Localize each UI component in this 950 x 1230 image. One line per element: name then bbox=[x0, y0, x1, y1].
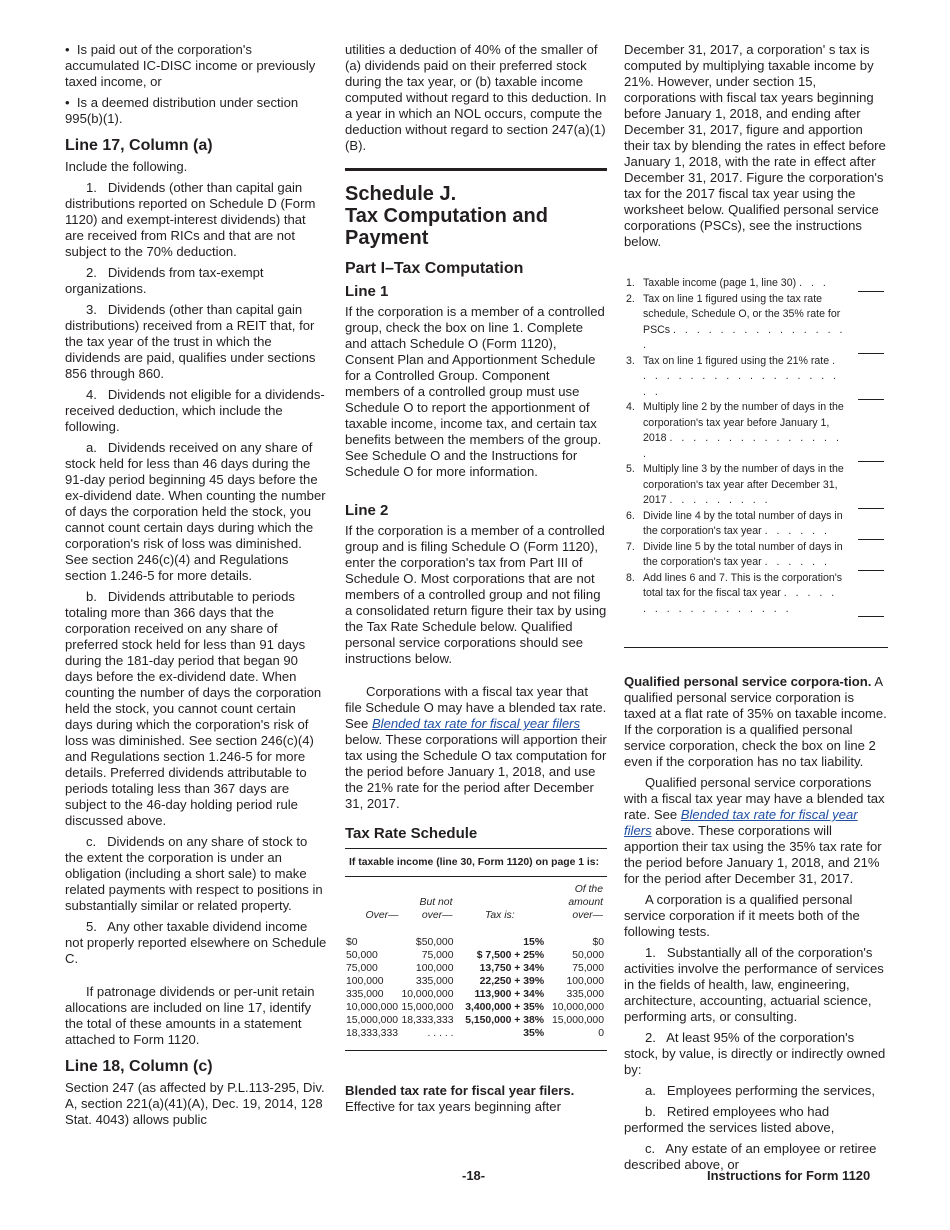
column-3 bbox=[624, 42, 888, 1178]
tax-rate-schedule-table bbox=[345, 848, 607, 1051]
table-row bbox=[345, 975, 605, 988]
worksheet-leader-dots: . . . bbox=[799, 277, 829, 289]
table-cell: $ 7,500 + 25% bbox=[476, 950, 545, 961]
worksheet-line-text bbox=[643, 354, 849, 401]
table-cell: 5,150,000 + 38% bbox=[465, 1015, 545, 1026]
list-item: c. Dividends on any share of stock to the extent the corporation is under an obligation (including a short sale) to make related payments with respect to positions in substantially similar or related property. bbox=[65, 834, 323, 913]
table-cell: 50,000 bbox=[572, 950, 604, 961]
table-cell: 75,000 bbox=[572, 963, 604, 974]
worksheet-row bbox=[624, 292, 888, 354]
list-item: 1. Dividends (other than capital gain distributions reported on Schedule D (Form 1120) and exempt-interest dividends) that are received from RICs and that are not subject to the 70% deduction. bbox=[65, 180, 316, 259]
worksheet-row bbox=[624, 540, 888, 571]
table-cell: $50,000 bbox=[415, 937, 454, 948]
patronage-paragraph: If patronage dividends or per-unit retain allocations are included on line 17, identify the total of these amounts in a statement attached to Form 1120. bbox=[65, 984, 315, 1047]
worksheet-line-number: 6. bbox=[626, 509, 635, 522]
table-cell: 335,000 bbox=[346, 989, 384, 1000]
worksheet-line-text bbox=[643, 462, 849, 509]
list-item: 3. Dividends (other than capital gain distributions) received from a REIT that, for the tax year of the trust in which the dividends are paid, qualifies under sections 856 through 860. bbox=[65, 302, 316, 381]
column-1 bbox=[65, 42, 327, 1133]
line1-heading: Line 1 bbox=[345, 283, 389, 300]
table-cell: 15% bbox=[523, 937, 545, 948]
column-header: Tax is: bbox=[484, 910, 515, 921]
worksheet-row bbox=[624, 400, 888, 462]
worksheet-line-number: 4. bbox=[626, 401, 635, 413]
continued-paragraph: utilities a deduction of 40% of the smaller of (a) dividends paid on their preferred stock during the tax year, or (b) taxable income computed without regard to this deduction. In a year in which an NOL occurs, compute the deduction without regard to section 247(a)(1)(B). bbox=[345, 42, 607, 153]
blended-heading: Blended tax rate for fiscal year filers. bbox=[345, 1083, 575, 1098]
table-row bbox=[345, 1027, 605, 1050]
list-item: 5. Any other taxable dividend income not properly reported elsewhere on Schedule C. bbox=[65, 919, 327, 966]
worksheet-line-number: 2. bbox=[626, 292, 635, 305]
continued-paragraph: December 31, 2017, a corporation' s tax is computed by multiplying taxable income by 21%. However, under section 15, corporations with fiscal tax years beginning before January 1, 2018, and ending after December 31, 2017, figure and apportion their tax by blending the rates in effect before January 1, 2018, with the rate in effect after December 31, 2017. Figure the corporation's tax for the 2017 fiscal tax year using the worksheet below. Qualified personal service corporations (PSCs), see the instructions below. bbox=[624, 42, 886, 249]
table-row bbox=[345, 1014, 605, 1027]
worksheet-entry-field[interactable] bbox=[858, 277, 884, 292]
table-cell: 3,400,000 + 35% bbox=[465, 1002, 545, 1013]
list-item: a. Employees performing the services, bbox=[645, 1083, 875, 1098]
worksheet-leader-dots: . . . . . . . . . . . . . . . . . . . . bbox=[643, 354, 840, 398]
table-cell: $0 bbox=[346, 937, 358, 948]
table-cell: 18,333,333 bbox=[346, 1028, 399, 1039]
tax-rate-table bbox=[345, 877, 605, 1050]
table-cell: 100,000 bbox=[566, 976, 604, 987]
form-name: Instructions for Form 1120 bbox=[707, 1168, 871, 1183]
worksheet-entry-field[interactable] bbox=[858, 447, 884, 462]
line17-heading: Line 17, Column (a) bbox=[65, 137, 213, 154]
column-2 bbox=[345, 42, 607, 1120]
worksheet-line-number: 7. bbox=[626, 540, 635, 553]
table-cell: 100,000 bbox=[346, 976, 384, 987]
blended-rate-link[interactable]: Blended tax rate for fiscal year filers bbox=[624, 807, 858, 838]
schedule-title-line-1: Schedule J. bbox=[345, 183, 457, 205]
worksheet-line-text bbox=[643, 276, 849, 292]
table-cell: 10,000,000 bbox=[346, 1002, 399, 1013]
worksheet-line-label: Multiply line 2 by the number of days in the corporation's tax year before January 1, 2018 bbox=[643, 401, 844, 444]
line17-intro: Include the following. bbox=[65, 159, 188, 174]
section-rule bbox=[345, 168, 607, 249]
blended-rate-link[interactable]: Blended tax rate for fiscal year filers bbox=[371, 716, 581, 731]
blended-rate-worksheet bbox=[624, 276, 888, 648]
column-header: Of the amount over— bbox=[568, 884, 603, 921]
list-item: 4. Dividends not eligible for a dividends-received deduction, which include the following. bbox=[65, 387, 325, 434]
blended-paragraph bbox=[345, 1083, 607, 1115]
worksheet-line-number: 3. bbox=[626, 354, 635, 367]
column-header: But not over— bbox=[419, 897, 453, 921]
table-cell: . . . . . bbox=[427, 1028, 454, 1039]
worksheet-leader-dots: . . . . . . bbox=[764, 525, 830, 537]
table-cell: 35% bbox=[523, 1028, 545, 1039]
worksheet-row bbox=[624, 571, 888, 618]
worksheet-row bbox=[624, 509, 888, 540]
qpsc-heading: Qualified personal service corpora-tion. bbox=[624, 674, 872, 689]
list-item: b. Retired employees who had performed the services listed above, bbox=[624, 1104, 835, 1135]
worksheet-leader-dots: . . . . . . . . . . . . . . . . bbox=[643, 323, 846, 351]
worksheet-entry-field[interactable] bbox=[858, 525, 884, 540]
worksheet-row bbox=[624, 276, 888, 292]
table-row bbox=[345, 988, 605, 1001]
line2-paragraph: If the corporation is a member of a controlled group and is filing Schedule O (Form 1120), enter the corporation's tax from Part III of Schedule O. Most corporations that are not members of a controlled group and not filing a consolidated return figure their tax by using the Tax Rate Schedule below. Qualified personal service corporations should see instructions below. bbox=[345, 523, 607, 666]
worksheet-line-label: Multiply line 3 by the number of days in the corporation's tax year after December 31, 2017 bbox=[643, 463, 844, 506]
table-cell: 50,000 bbox=[346, 950, 378, 961]
page-number: -18- bbox=[462, 1168, 486, 1183]
worksheet-entry-field[interactable] bbox=[858, 556, 884, 571]
table-row bbox=[345, 949, 605, 962]
worksheet-row bbox=[624, 354, 888, 401]
table-cell: 15,000,000 bbox=[551, 1015, 604, 1026]
worksheet-line-text bbox=[643, 509, 849, 540]
worksheet-line-label: Taxable income (page 1, line 30) bbox=[643, 277, 797, 289]
table-cell: $0 bbox=[592, 937, 604, 948]
line18-heading: Line 18, Column (c) bbox=[65, 1058, 213, 1075]
blended-text: Effective for tax years beginning after bbox=[345, 1099, 561, 1114]
worksheet-line-number: 8. bbox=[626, 571, 635, 584]
line2-heading: Line 2 bbox=[345, 502, 389, 519]
worksheet-line-number: 1. bbox=[626, 277, 635, 289]
worksheet-leader-dots: . . . . . . bbox=[764, 556, 830, 568]
qpsc-fiscal-paragraph bbox=[624, 775, 888, 887]
table-cell: 75,000 bbox=[346, 963, 378, 974]
table-row bbox=[345, 1001, 605, 1014]
list-item: 1. Substantially all of the corporation's activities involve the performance of services in the fields of health, law, engineering, architecture, accounting, actuarial science, performing arts, or consulting. bbox=[624, 945, 884, 1024]
list-item: c. Any estate of an employee or retiree described above, or bbox=[624, 1141, 877, 1172]
worksheet-entry-field[interactable] bbox=[858, 385, 884, 400]
table-cell: 18,333,333 bbox=[401, 1015, 454, 1026]
worksheet-leader-dots: . . . . . . . . . bbox=[669, 494, 771, 506]
part-heading: Part I–Tax Computation bbox=[345, 260, 524, 277]
worksheet-line-text bbox=[643, 540, 849, 571]
table-cell: 22,250 + 39% bbox=[479, 976, 545, 987]
schedule-title-line-2: Tax Computation and Payment bbox=[345, 205, 548, 249]
worksheet-row bbox=[624, 462, 888, 509]
worksheet-entry-field[interactable] bbox=[858, 494, 884, 509]
worksheet-line-label: Divide line 4 by the total number of days in the corporation's tax year bbox=[643, 509, 843, 537]
worksheet-leader-dots: . . . . . . . . . . . . . . . . . . bbox=[643, 587, 838, 615]
tax-rate-schedule-header: If taxable income (line 30, Form 1120) on page 1 is: bbox=[345, 849, 607, 877]
qpsc-paragraph bbox=[624, 674, 888, 770]
bullet-item: • Is a deemed distribution under section 995(b)(1). bbox=[65, 95, 327, 127]
worksheet-line-text bbox=[643, 400, 849, 462]
table-row bbox=[345, 936, 605, 949]
worksheet-line-number: 5. bbox=[626, 463, 635, 475]
worksheet-line-text bbox=[643, 292, 849, 354]
list-item: 2. At least 95% of the corporation's stock, by value, is directly or indirectly owned by: bbox=[624, 1030, 886, 1077]
table-cell: 15,000,000 bbox=[346, 1015, 399, 1026]
worksheet-line-label: Tax on line 1 figured using the 21% rate bbox=[643, 354, 830, 367]
table-cell: 335,000 bbox=[566, 989, 604, 1000]
table-cell: 113,900 + 34% bbox=[474, 989, 545, 1000]
table-cell: 0 bbox=[598, 1028, 604, 1039]
worksheet-line-label: Divide line 5 by the total number of days in the corporation's tax year bbox=[643, 540, 843, 568]
column-header: Over— bbox=[365, 910, 399, 921]
table-cell: 13,750 + 34% bbox=[479, 963, 545, 974]
qpsc-fiscal-b: above. These corporations will apportion their tax using the 35% tax rate for the period before January 1, 2018, and 21% for the period after December 31, 2017. bbox=[624, 823, 882, 886]
fiscal-text-b: below. These corporations will apportion their tax using the Schedule O tax computation for the period before January 1, 2018, and use the 21% rate for the period after December 31, 2017. bbox=[345, 732, 607, 811]
schedule-title bbox=[345, 183, 607, 249]
worksheet-entry-field[interactable] bbox=[858, 339, 884, 354]
qpsc-text: A qualified personal service corporation is taxed at a flat rate of 35% on taxable income. If the corporation is a qualified personal service corporation, check the box on line 2 even if the corporation has no tax liability. bbox=[624, 674, 887, 769]
line18-paragraph: Section 247 (as affected by P.L.113-295, Div. A, section 221(a)(41)(A), Dec. 19, 2014, 128 Stat. 4043) allows public bbox=[65, 1080, 325, 1127]
tests-intro: A corporation is a qualified personal service corporation if it meets both of the following tests. bbox=[624, 892, 860, 939]
worksheet-leader-dots: . . . . . . . . . . . . . . . . bbox=[643, 432, 842, 460]
list-item: b. Dividends attributable to periods totaling more than 366 days that the corporation received on any share of preferred stock held for less than 91 days during the 181-day period that began 90 days before the ex-dividend date. When counting the number of days the corporation held the stock, you cannot count certain days during which the corporation's risk of loss was diminished. See section 246(c)(4) and Regulations section 1.246-5 for more details. Preferred dividends attributable to periods totaling less than 367 days are subject to the 46-day holding period rule discussed above. bbox=[65, 589, 322, 828]
table-cell: 10,000,000 bbox=[551, 1002, 604, 1013]
tax-rate-schedule-heading: Tax Rate Schedule bbox=[345, 825, 478, 842]
fiscal-text-a: Corporations with a fiscal tax year that file Schedule O may have a blended tax rate. See bbox=[345, 684, 607, 731]
fiscal-paragraph bbox=[345, 684, 607, 812]
table-cell: 10,000,000 bbox=[401, 989, 454, 1000]
list-item: 2. Dividends from tax-exempt organizations. bbox=[65, 265, 264, 296]
table-cell: 15,000,000 bbox=[401, 1002, 454, 1013]
list-item: a. Dividends received on any share of stock held for less than 46 days during the 91-day period beginning 45 days before the ex-dividend date. When counting the number of days the corporation held the stock, you cannot count certain days during which the corporation's risk of loss was diminished. See section 246(c)(4) and Regulations section 1.246-5 for more details. bbox=[65, 440, 326, 583]
table-cell: 335,000 bbox=[415, 976, 454, 987]
worksheet-line-label: Add lines 6 and 7. This is the corporation's total tax for the fiscal tax year bbox=[643, 571, 843, 599]
worksheet-line-label: Tax on line 1 figured using the tax rate schedule, Schedule O, or the 35% rate for PSCs bbox=[643, 292, 841, 336]
table-row bbox=[345, 962, 605, 975]
table-cell: 75,000 bbox=[421, 950, 454, 961]
line1-paragraph: If the corporation is a member of a controlled group, check the box on line 1. Complete and attach Schedule O (Form 1120), Consent Plan and Apportionment Schedule for a Controlled Group. Component members of a controlled group must use Schedule O to report the apportionment of taxable income, income tax, and certain tax benefits between the members of the group. See Schedule O and the Instructions for Schedule O for more information. bbox=[345, 304, 605, 479]
table-cell: 100,000 bbox=[415, 963, 454, 974]
worksheet-line-text bbox=[643, 571, 849, 618]
worksheet-entry-field[interactable] bbox=[858, 602, 884, 617]
qpsc-fiscal-a: Qualified personal service corporations with a fiscal tax year may have a blended tax rate. See bbox=[624, 775, 885, 822]
bullet-item: • Is paid out of the corporation's accumulated IC-DISC income or previously taxed income, or bbox=[65, 42, 327, 90]
